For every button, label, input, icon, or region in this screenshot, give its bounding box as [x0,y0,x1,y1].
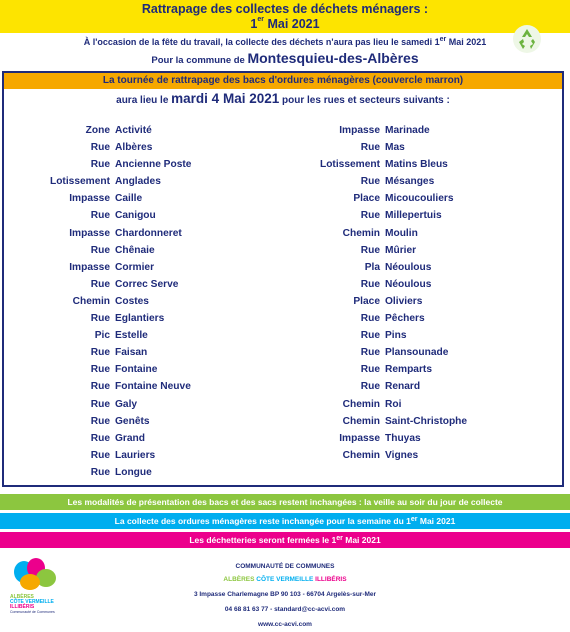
footer-web-link[interactable]: www.cc-acvi.com [258,621,312,628]
street-type: Rue [90,381,110,393]
title-line2 [0,17,570,31]
street-row [302,364,467,381]
title-sup: er [257,16,264,23]
logo-text-a: ALBÈRES [10,594,34,600]
street-name: Caille [115,193,143,205]
street-name: Eglantiers [115,313,165,325]
street-type: Lotissement [49,176,110,188]
street-row [302,125,467,142]
street-name: Millepertuis [385,210,442,222]
street-row [40,142,191,159]
street-type: Zone [85,125,110,136]
street-row [40,347,191,364]
commune-line [0,50,570,66]
street-row [302,296,467,313]
street-type: Rue [360,176,380,188]
street-name: Correc Serve [115,278,179,290]
street-row [40,330,191,347]
street-name: Thuyas [385,432,421,444]
occasion-sup: er [439,36,447,43]
brand-a: ALBÈRES [223,576,255,583]
street-name: Vignes [385,449,419,461]
street-row [40,433,191,450]
info-bar-blue [0,513,570,529]
aura-post: pour les rues et secteurs suivants : [279,95,450,106]
street-name: Costes [115,295,149,307]
street-type: Rue [90,159,110,171]
street-name: Faisan [115,347,148,359]
street-row [40,381,191,398]
street-name: Moulin [385,227,418,239]
street-name: Matins Bleus [385,159,448,171]
street-type: Rue [360,142,380,154]
street-type: Impasse [69,227,110,239]
title-day: 1 [250,17,258,31]
street-row [40,416,191,433]
street-type: Rue [90,364,110,376]
street-name: Roi [385,398,402,410]
street-type: Rue [90,210,110,222]
street-name: Marinade [385,125,430,136]
street-name: Pêchers [385,313,425,325]
street-type: Rue [360,244,380,256]
street-type: Impasse [339,432,380,444]
street-name: Albères [115,142,153,154]
street-list-left [40,125,191,484]
street-row [40,296,191,313]
street-name: Lauriers [115,449,156,461]
street-row [40,228,191,245]
collection-frame [2,71,564,487]
street-name: Grand [115,432,146,444]
street-type: Rue [360,381,380,393]
street-type: Rue [90,449,110,461]
street-row [302,176,467,193]
street-name: Mas [385,142,405,154]
street-name: Cormier [115,261,155,273]
street-name: Chardonneret [115,227,182,239]
street-row [40,364,191,381]
brand-c: ILLIBÉRIS [315,576,347,583]
aura-pre: aura lieu le [116,95,172,106]
title-banner [0,0,570,33]
logo-text-sub: Communauté de Communes [10,610,55,614]
street-type: Impasse [69,261,110,273]
info-bar-green: Les modalités de présentation des bacs et des sacs restent inchangées : la veille au soir du jour de collecte [0,494,570,510]
notice-band: La tournée de rattrapage des bacs d'ordures ménagères (couvercle marron) [4,73,562,89]
recycle-icon [512,24,542,54]
street-name: Chênaie [115,244,155,256]
blue-pre: La collecte des ordures ménagères reste inchangée pour la semaine du 1 [114,516,411,526]
street-type: Chemin [72,295,110,307]
street-row [40,399,191,416]
street-type: Lotissement [319,159,380,171]
info-bar-pink [0,532,570,548]
street-type: Impasse [69,193,110,205]
street-name: Fontaine Neuve [115,381,191,393]
street-row [302,193,467,210]
street-name: Mésanges [385,176,435,188]
street-name: Pins [385,330,407,342]
street-row [40,467,191,484]
street-row [302,381,467,398]
pink-pre: Les déchetteries seront fermées le 1 [189,535,337,545]
street-type: Rue [90,244,110,256]
street-name: Activité [115,125,152,136]
street-type: Rue [90,313,110,325]
street-type: Chemin [342,415,380,427]
street-row [302,416,467,433]
footer-community: COMMUNAUTÉ DE COMMUNES [235,563,335,570]
collection-date: mardi 4 Mai 2021 [171,91,280,106]
street-name: Estelle [115,330,148,342]
street-name: Galy [115,398,138,410]
street-type: Rue [360,347,380,359]
collection-date-line [4,91,562,106]
occasion-pre: À l'occasion de la fête du travail, la collecte des déchets n'aura pas lieu le samedi 1 [83,37,440,47]
street-list-right [302,125,467,467]
street-name: Fontaine [115,364,158,376]
occasion-post: Mai 2021 [446,37,487,47]
street-row [302,245,467,262]
title-line1: Rattrapage des collectes de déchets ménagers : [141,2,429,16]
footer-address: 3 Impasse Charlemagne BP 90 103 - 66704 Argelès-sur-Mer [193,591,377,598]
street-row [40,245,191,262]
street-type: Rue [90,432,110,444]
street-row [40,159,191,176]
header [0,0,570,72]
street-type: Rue [360,313,380,325]
logo-text-c: ILLIBÉRIS [10,604,35,610]
logo-text-b: CÔTE VERMEILLE [10,599,54,605]
title-month: Mai 2021 [263,17,320,31]
street-name: Canigou [115,210,156,222]
street-type: Rue [90,347,110,359]
street-row [302,279,467,296]
street-type: Rue [90,398,110,410]
street-type: Place [353,193,380,205]
street-row [40,193,191,210]
street-name: Saint-Christophe [385,415,468,427]
street-type: Rue [90,466,110,478]
footer-brand [150,576,420,583]
street-row [40,279,191,296]
blue-sup: er [410,516,418,523]
street-name: Remparts [385,364,432,376]
street-name: Oliviers [385,295,423,307]
street-row [302,262,467,279]
street-row [302,347,467,364]
street-row [40,176,191,193]
street-row [302,228,467,245]
street-type: Rue [360,364,380,376]
street-name: Néoulous [385,278,432,290]
footer [0,552,570,632]
street-row [40,313,191,330]
street-name: Micoucouliers [385,193,454,205]
street-type: Impasse [339,125,380,136]
commune-pre: Pour la commune de [151,55,248,66]
street-type: Rue [90,142,110,154]
street-row [302,142,467,159]
street-type: Chemin [342,227,380,239]
pink-sup: er [336,535,343,542]
street-row [302,450,467,467]
commune-name: Montesquieu-des-Albères [247,50,419,66]
street-row [40,262,191,279]
occasion-text [0,37,570,47]
street-type: Pic [94,330,110,342]
street-name: Genêts [115,415,150,427]
pink-post: Mai 2021 [342,535,381,545]
street-row [302,330,467,347]
street-name: Mûrier [385,244,417,256]
street-name: Longue [115,466,152,478]
street-row [302,433,467,450]
brand-b: CÔTE VERMEILLE [256,576,314,583]
street-name: Anglades [115,176,161,188]
street-name: Renard [385,381,421,393]
street-type: Rue [360,278,380,290]
street-type: Pla [364,261,380,273]
street-type: Rue [360,330,380,342]
street-type: Chemin [342,398,380,410]
footer-contact: 04 68 81 63 77 - standard@cc-acvi.com [224,606,346,613]
street-type: Rue [90,278,110,290]
street-name: Néoulous [385,261,432,273]
street-row [302,313,467,330]
street-type: Rue [90,415,110,427]
street-row [302,399,467,416]
street-row [302,210,467,227]
street-name: Plansounade [385,347,449,359]
street-type: Place [353,295,380,307]
street-type: Chemin [342,449,380,461]
blue-post: Mai 2021 [417,516,456,526]
street-row [40,125,191,142]
street-type: Rue [360,210,380,222]
street-row [302,159,467,176]
street-row [40,450,191,467]
acvi-logo [8,556,68,614]
street-row [40,210,191,227]
street-name: Ancienne Poste [115,159,192,171]
